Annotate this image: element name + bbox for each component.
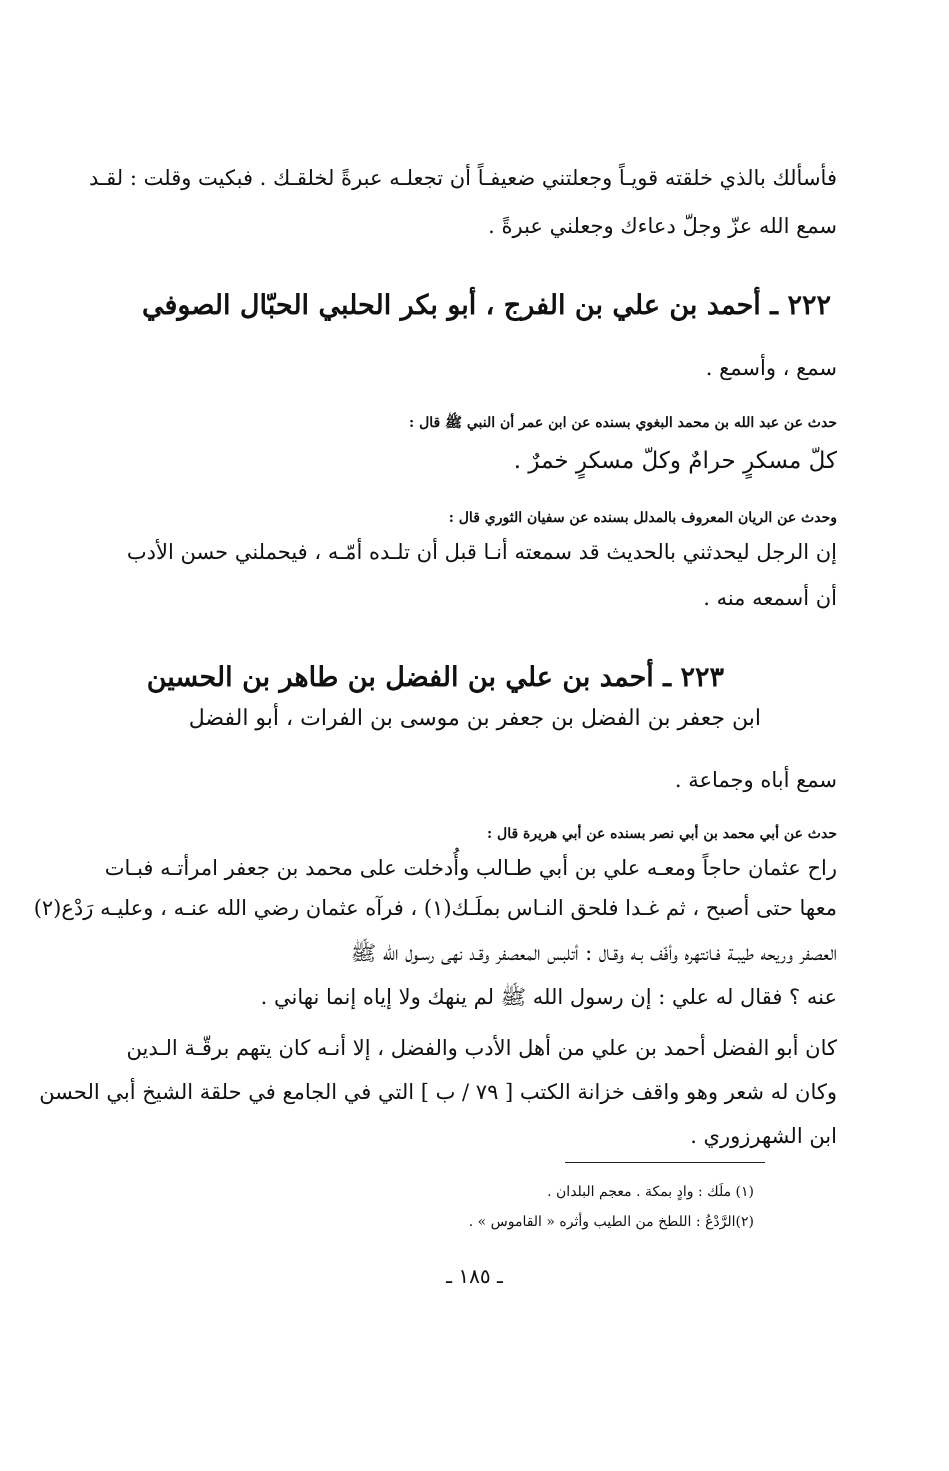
footnote-separator: [565, 1162, 765, 1163]
entry-223-narration-line-3: العصفر وريحه طيبـة فـانتهره وأفّف بـه وقـال : أتلبس المعصفر وقـد نهى رسـول الله ﷺ: [350, 941, 837, 965]
footnote-2: (٢)الرَّدْعُ : اللطخ من الطيب وأثره « القاموس » .: [468, 1214, 754, 1230]
entry-222-isnad-1: حدث عن عبد الله بن محمد البغوي بسنده عن ابن عمر أن النبي ﷺ قال :: [409, 415, 837, 431]
page-number: ـ ١٨٥ ـ: [446, 1264, 503, 1288]
intro-line-1: فأسألك بالذي خلقته قويـاً وجعلتني ضعيفـاً أن تجعلـه عبرةً لخلقـك . فبكيت وقلت : لقـد: [89, 166, 837, 190]
entry-222-intro: سمع ، وأسمع .: [705, 356, 837, 380]
entry-223-subheading: ابن جعفر بن الفضل بن جعفر بن موسى بن الفرات ، أبو الفضل: [188, 706, 761, 731]
entry-223-narration-line-4: عنه ؟ فقال له علي : إن رسول الله ﷺ لم ينهك ولا إياه إنما نهاني .: [260, 985, 837, 1009]
entry-223-isnad: حدث عن أبي محمد بن أبي نصر بسنده عن أبي هريرة قال :: [486, 826, 837, 842]
entry-223-heading: ٢٢٣ ـ أحمد بن علي بن الفضل بن طاهر بن الحسين: [146, 662, 724, 693]
entry-222-quote-line-2: أن أسمعه منه .: [703, 586, 837, 610]
intro-line-2: سمع الله عزّ وجلّ دعاءك وجعلني عبرةً .: [488, 214, 837, 238]
entry-223-bio-line-2: وكان له شعر وهو واقف خزانة الكتب [ ٧٩ / ب ] التي في الجامع في حلقة الشيخ أبي الحسن: [39, 1080, 837, 1104]
entry-222-isnad-2: وحدث عن الريان المعروف بالمدلل بسنده عن سفيان الثوري قال :: [448, 510, 837, 526]
entry-223-intro: سمع أباه وجماعة .: [674, 768, 837, 792]
entry-222-hadith-1: كلّ مسكرٍ حرامٌ وكلّ مسكرٍ خمرٌ .: [513, 448, 837, 474]
entry-223-narration-line-1: راح عثمان حاجاً ومعـه علي بن أبي طـالب وأُدخلت على محمد بن جعفر امرأتـه فبـات: [104, 856, 837, 880]
entry-223-bio-line-1: كان أبو الفضل أحمد بن علي من أهل الأدب والفضل ، إلا أنـه كان يتهم برقّـة الـدين: [126, 1036, 837, 1060]
entry-222-quote-line-1: إن الرجل ليحدثني بالحديث قد سمعته أنـا قبل أن تلـده أمّـه ، فيحملني حسن الأدب: [126, 540, 837, 564]
footnote-1: (١) ملَك : وادٍ بمكة . معجم البلدان .: [547, 1184, 754, 1200]
entry-222-heading: ٢٢٢ ـ أحمد بن علي بن الفرج ، أبو بكر الحلبي الحبّال الصوفي: [142, 290, 831, 321]
entry-223-bio-line-3: ابن الشهرزوري .: [690, 1124, 837, 1148]
entry-223-narration-line-2: معها حتى أصبح ، ثم غـدا فلحق النـاس بملَـك(١) ، فرآه عثمان رضي الله عنـه ، وعليـه رَدْع(٢): [33, 896, 837, 920]
